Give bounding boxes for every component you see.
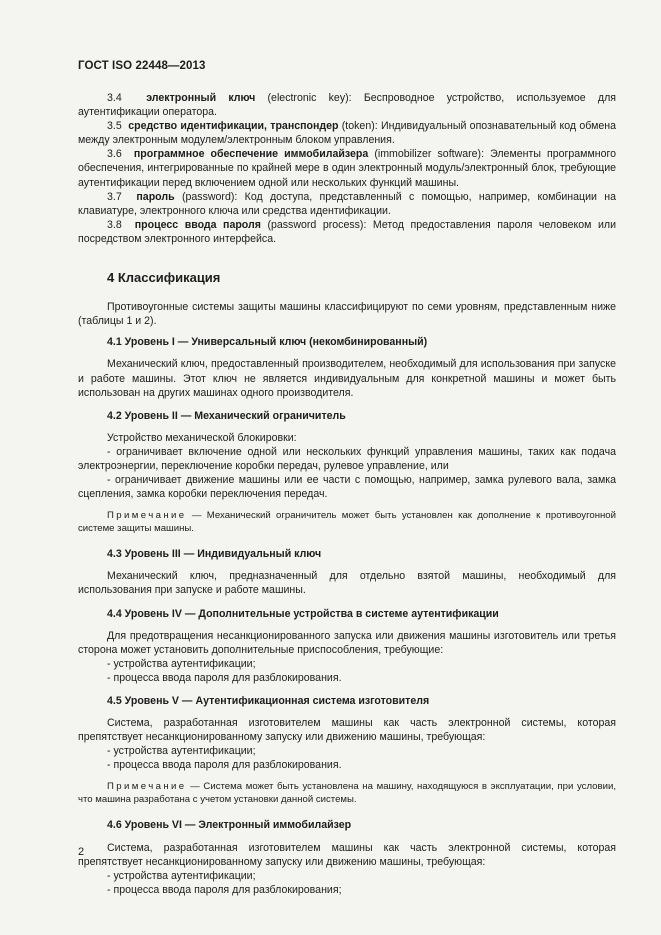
level-2-note: Примечание — Механический ограничитель может быть установлен как дополнение к противоугонной системе защиты машины. (78, 510, 616, 535)
level-6-bullet-1: - устройства аутентификации; (107, 869, 256, 882)
definition-3-5: 3.5 средство идентификации, транспондер (token): Индивидуальный опознавательный код обмена между электронным модулем/электронным блоком управления. (78, 120, 616, 147)
level-5-bullet-1: - устройства аутентификации; (107, 745, 256, 758)
level-4-title: 4.4 Уровень IV — Дополнительные устройства в системе аутентификации (107, 607, 499, 620)
level-5-note: Примечание — Система может быть установлена на машину, находящуюся в эксплуатации, при условии, что машина разработана с учетом установки данной системы. (78, 781, 616, 806)
level-6-title: 4.6 Уровень VI — Электронный иммобилайзер (107, 819, 352, 832)
page-number: 2 (78, 846, 85, 858)
level-2-intro: Устройство механической блокировки: (107, 431, 297, 444)
level-4-text: Для предотвращения несанкционированного запуска или движения машины изготовитель или третья сторона может установить дополнительные приспособления, требующие: (78, 629, 616, 656)
section-title: 4 Классификация (107, 270, 221, 286)
level-2-bullet-2: - ограничивает движение машины или ее части с помощью, например, замка рулевого вала, замка сцепления, замка коробки переключения передач. (78, 474, 616, 501)
definition-3-8: 3.8 процесс ввода пароля (password process): Метод предоставления пароля человеком или посредством электронного интерфейса. (78, 218, 616, 245)
level-5-text: Система, разработанная изготовителем машины как часть электронной системы, которая препятствует несанкционированному запуску или движению машины, требующая: (78, 717, 616, 744)
level-2-bullet-1: - ограничивает включение одной или нескольких функций управления машины, таких как подача электроэнергии, переключение коробки передач, рулевое управление, или (78, 445, 616, 472)
definition-3-4: 3.4 электронный ключ (electronic key): Беспроводное устройство, используемое для аутентификации оператора. (78, 92, 616, 119)
definition-3-6: 3.6 программное обеспечение иммобилайзера (immobilizer software): Элементы программного обеспечения, интегрированные по крайней мере в один электронный модуль/электронный блок, требующие аутентификации перед включением одной или нескольких функций машины. (78, 148, 617, 189)
level-1-title: 4.1 Уровень I — Универсальный ключ (некомбинированный) (107, 336, 428, 349)
document-header: ГОСТ ISO 22448—2013 (78, 60, 206, 72)
level-6-text: Система, разработанная изготовителем машины как часть электронной системы, которая препятствует несанкционированному запуску или движению машины, требующая: (78, 841, 616, 868)
section-intro: Противоугонные системы защиты машины классифицируют по семи уровням, представленным ниже (таблицы 1 и 2). (78, 301, 616, 328)
level-4-bullet-1: - устройства аутентификации; (107, 657, 256, 670)
level-5-bullet-2: - процесса ввода пароля для разблокирования. (107, 759, 342, 772)
level-3-text: Механический ключ, предназначенный для отдельно взятой машины, необходимый для использования при запуске и работе машины. (78, 570, 616, 597)
level-3-title: 4.3 Уровень III — Индивидуальный ключ (107, 548, 322, 561)
definition-3-7: 3.7 пароль (password): Код доступа, представленный с помощью, например, комбинации на клавиатуре, электронного ключа или средства идентификации. (78, 190, 616, 217)
level-6-bullet-2: - процесса ввода пароля для разблокирования; (107, 883, 342, 896)
level-2-title: 4.2 Уровень II — Механический ограничитель (107, 409, 346, 422)
level-4-bullet-2: - процесса ввода пароля для разблокирования. (107, 671, 342, 684)
level-5-title: 4.5 Уровень V — Аутентификационная система изготовителя (107, 695, 430, 707)
level-1-text: Механический ключ, предоставленный производителем, необходимый для использования при запуске и работе машины. Этот ключ не является индивидуальным для конкретной машины и может быть использован на других машинах одного производителя. (78, 358, 616, 399)
page-content (78, 91, 616, 897)
